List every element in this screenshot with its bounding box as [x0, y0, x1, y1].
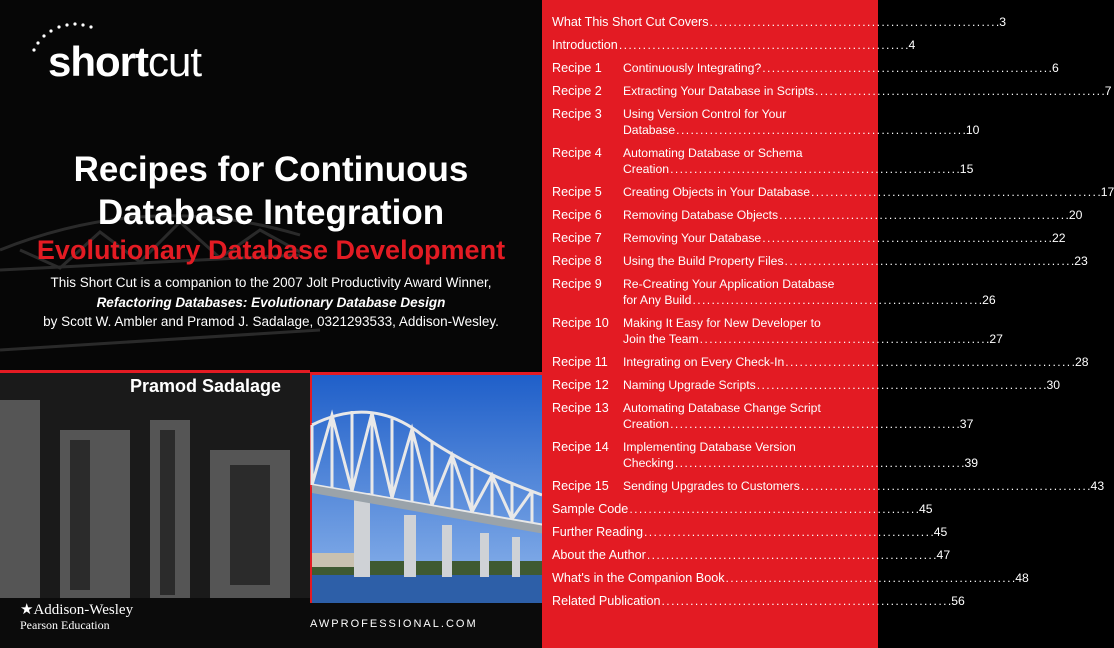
- companion-description: [0, 273, 542, 332]
- toc-entry-title: Creation: [623, 162, 670, 176]
- toc-recipe-number: Recipe 4: [552, 146, 602, 160]
- toc-entry-title: Creating Objects in Your Database: [623, 185, 810, 199]
- book-title-line-1: Recipes for Continuous: [73, 150, 469, 189]
- toc-page-number: 10: [965, 123, 980, 137]
- toc-leader-dots: [629, 501, 918, 517]
- toc-recipe-number: Recipe 3: [552, 107, 602, 121]
- toc-page-number: 45: [933, 525, 948, 539]
- toc-entry-title: About the Author: [552, 548, 646, 562]
- toc-page-number: 4: [908, 38, 916, 52]
- cover-panel: [0, 0, 542, 648]
- toc-page-number: 56: [951, 594, 965, 608]
- toc-page-number: 43: [1090, 479, 1105, 493]
- toc-page-number: 47: [936, 548, 951, 562]
- toc-leader-dots: [692, 292, 981, 308]
- toc-entry[interactable]: [552, 106, 980, 138]
- toc-entry[interactable]: [552, 37, 916, 53]
- toc-leader-dots: [757, 377, 1046, 393]
- toc-leader-dots: [801, 478, 1090, 494]
- author-divider: [0, 370, 310, 373]
- toc-leader-dots: [779, 207, 1068, 223]
- toc-recipe-number: Recipe 7: [552, 231, 602, 245]
- toc-leader-dots: [815, 83, 1104, 99]
- toc-recipe-number: Recipe 11: [552, 355, 608, 369]
- toc-recipe-number: Recipe 10: [552, 316, 609, 330]
- toc-leader-dots: [762, 230, 1051, 246]
- toc-page-number: 17: [1100, 185, 1114, 199]
- toc-entry-title: Checking: [623, 456, 674, 470]
- title-block: [0, 148, 542, 266]
- publisher-logo: [20, 602, 133, 632]
- toc-leader-dots: [619, 37, 908, 53]
- toc-leader-dots: [662, 593, 951, 609]
- toc-recipe-number: Recipe 13: [552, 401, 609, 415]
- toc-recipe-number: Recipe 1: [552, 61, 602, 75]
- toc-entry[interactable]: [552, 547, 951, 563]
- toc-list: [552, 14, 1114, 616]
- toc-entry[interactable]: [552, 14, 1007, 30]
- toc-entry[interactable]: [552, 253, 1088, 269]
- description-line-1: This Short Cut is a companion to the 2007 Jolt Productivity Award Winner,: [50, 275, 492, 290]
- toc-entry-title: Introduction: [552, 38, 618, 52]
- toc-page-number: 28: [1074, 355, 1089, 369]
- toc-leader-dots: [676, 122, 965, 138]
- description-line-3: by Scott W. Ambler and Pramod J. Sadalage, 0321293533, Addison-Wesley.: [43, 314, 499, 329]
- toc-page-number: 45: [919, 502, 933, 516]
- toc-entry-title: Continuously Integrating?: [623, 61, 762, 75]
- toc-entry-title: Creation: [623, 417, 670, 431]
- toc-entry-title: Sample Code: [552, 502, 629, 516]
- toc-page-number: 3: [999, 15, 1007, 29]
- toc-entry[interactable]: [552, 570, 1029, 586]
- publisher-name: ★Addison-Wesley: [20, 602, 134, 618]
- toc-leader-dots: [762, 60, 1051, 76]
- toc-entry-title: Integrating on Every Check-In: [623, 355, 785, 369]
- book-title-line-2: Database Integration: [97, 193, 445, 232]
- toc-entry[interactable]: [552, 524, 948, 540]
- toc-entry[interactable]: [552, 145, 974, 177]
- toc-entry[interactable]: [552, 377, 1061, 393]
- toc-leader-dots: [670, 161, 959, 177]
- toc-entry-title: Removing Your Database: [623, 231, 762, 245]
- toc-page-number: 26: [982, 293, 996, 307]
- toc-entry[interactable]: [552, 439, 979, 471]
- toc-recipe-number: Recipe 6: [552, 208, 602, 222]
- author-name: Pramod Sadalage: [130, 376, 282, 396]
- toc-entry-title: Removing Database Objects: [623, 208, 779, 222]
- toc-entry[interactable]: [552, 60, 1059, 76]
- toc-entry[interactable]: [552, 276, 996, 308]
- toc-leader-dots: [700, 331, 989, 347]
- bridge-photo: [310, 372, 542, 603]
- logo-wordmark: shortcut: [48, 38, 202, 85]
- toc-entry[interactable]: [552, 83, 1112, 99]
- toc-entry[interactable]: [552, 230, 1066, 246]
- toc-entry-title: Extracting Your Database in Scripts: [623, 84, 815, 98]
- toc-leader-dots: [670, 416, 959, 432]
- companion-book-title: Refactoring Databases: Evolutionary Database Design: [96, 294, 446, 310]
- toc-entry[interactable]: [552, 354, 1089, 370]
- toc-leader-dots: [785, 354, 1074, 370]
- toc-entry[interactable]: [552, 478, 1105, 494]
- toc-entry[interactable]: [552, 315, 1003, 347]
- toc-page-number: 37: [959, 417, 974, 431]
- toc-entry-title: Automating Database Change Script: [623, 401, 821, 415]
- toc-page-number: 23: [1074, 254, 1088, 268]
- pearson-star-icon: ★: [20, 602, 34, 618]
- toc-leader-dots: [710, 14, 999, 30]
- toc-entry[interactable]: [552, 593, 965, 609]
- toc-entry-title: Further Reading: [552, 525, 644, 539]
- toc-entry-title: Database: [623, 123, 676, 137]
- toc-entry-title: What This Short Cut Covers: [552, 15, 709, 29]
- publisher-subtitle: Pearson Education: [20, 618, 110, 632]
- toc-entry-title: Using the Build Property Files: [623, 254, 784, 268]
- toc-entry-title: Related Publication: [552, 594, 661, 608]
- toc-entry-title: Making It Easy for New Developer to: [623, 316, 821, 330]
- toc-entry-title: Sending Upgrades to Customers: [623, 479, 800, 493]
- toc-entry-title: Naming Upgrade Scripts: [623, 378, 756, 392]
- toc-page-number: 22: [1051, 231, 1066, 245]
- toc-leader-dots: [675, 455, 964, 471]
- toc-page-number: 6: [1051, 61, 1059, 75]
- shortcut-logo: [22, 20, 242, 90]
- toc-entry-title: for Any Build: [623, 293, 692, 307]
- toc-entry[interactable]: [552, 207, 1083, 223]
- toc-leader-dots: [647, 547, 936, 563]
- toc-entry-title: Join the Team: [623, 332, 699, 346]
- toc-entry-title: What's in the Companion Book: [552, 571, 725, 585]
- toc-entry[interactable]: [552, 501, 933, 517]
- toc-recipe-number: Recipe 14: [552, 440, 609, 454]
- toc-recipe-number: Recipe 9: [552, 277, 602, 291]
- table-of-contents-panel: [542, 0, 1114, 648]
- website-url: AWPROFESSIONAL.COM: [310, 618, 478, 630]
- toc-leader-dots: [644, 524, 933, 540]
- toc-page-number: 7: [1104, 84, 1112, 98]
- bridge-photo-image: [312, 375, 542, 603]
- toc-page-number: 39: [964, 456, 979, 470]
- toc-page-number: 27: [989, 332, 1003, 346]
- toc-entry-title: Using Version Control for Your: [623, 107, 787, 121]
- toc-entry[interactable]: [552, 184, 1114, 200]
- toc-leader-dots: [726, 570, 1015, 586]
- toc-leader-dots: [785, 253, 1074, 269]
- toc-page-number: 48: [1015, 571, 1029, 585]
- toc-page-number: 20: [1068, 208, 1083, 222]
- toc-recipe-number: Recipe 15: [552, 479, 609, 493]
- toc-entry-title: Implementing Database Version: [623, 440, 796, 454]
- toc-entry-title: Automating Database or Schema: [623, 146, 803, 160]
- toc-entry-title: Re-Creating Your Application Database: [623, 277, 835, 291]
- toc-recipe-number: Recipe 12: [552, 378, 609, 392]
- toc-recipe-number: Recipe 8: [552, 254, 602, 268]
- toc-recipe-number: Recipe 2: [552, 84, 602, 98]
- toc-leader-dots: [811, 184, 1100, 200]
- toc-page-number: 30: [1046, 378, 1061, 392]
- book-subtitle: Evolutionary Database Development: [36, 235, 506, 265]
- toc-page-number: 15: [959, 162, 974, 176]
- toc-entry[interactable]: [552, 400, 974, 432]
- toc-recipe-number: Recipe 5: [552, 185, 602, 199]
